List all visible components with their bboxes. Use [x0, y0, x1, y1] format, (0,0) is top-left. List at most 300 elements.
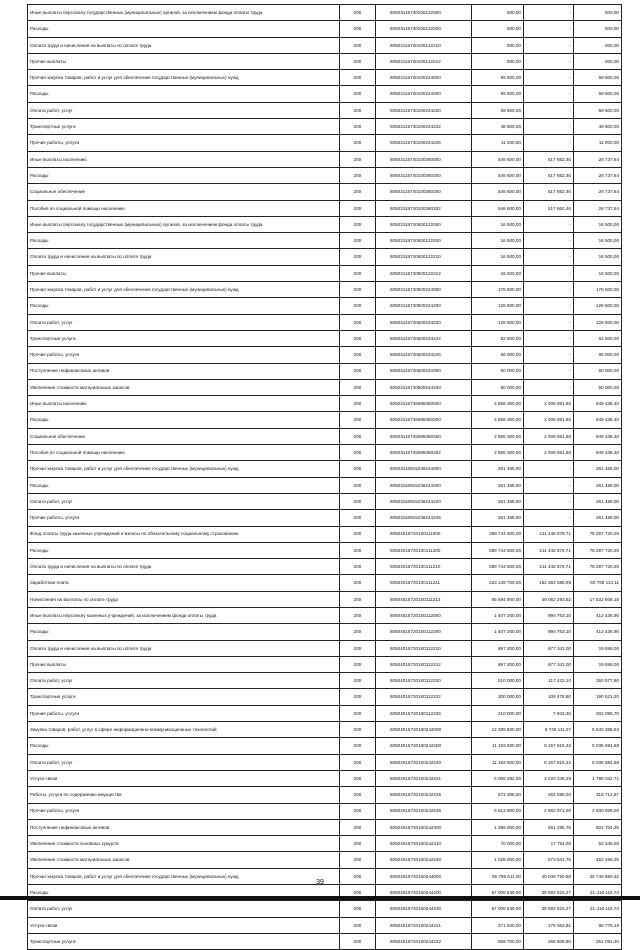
row-approved-cell: 2 858 300,00 — [472, 428, 524, 444]
row-name-cell: Заработная плата — [28, 575, 340, 591]
row-remaining-cell: 19 859,00 — [574, 640, 622, 656]
row-remaining-cell: 251 091,20 — [574, 933, 622, 949]
row-approved-cell: 66 594 900,00 — [472, 591, 524, 607]
row-name-cell: Расходы — [28, 412, 340, 428]
row-remaining-cell: 1 786 042,71 — [574, 770, 622, 786]
row-remaining-cell: 17 532 606,18 — [574, 591, 622, 607]
row-code-cell: 200 — [340, 917, 376, 933]
table-row — [28, 151, 622, 167]
table-row — [28, 5, 622, 21]
table-row — [28, 477, 622, 493]
row-executed-cell: - — [524, 53, 574, 69]
row-remaining-cell: 16 500,00 — [574, 216, 622, 232]
row-approved-cell: 289 744 600,00 — [472, 542, 524, 558]
row-name-cell: Увеличение стоимости материальных запасов — [28, 852, 340, 868]
row-kbk-cell: 60504015720100244220 — [376, 901, 472, 917]
row-kbk-cell: 60503115740100244200 — [376, 86, 472, 102]
row-remaining-cell: 392 577,90 — [574, 673, 622, 689]
table-row — [28, 933, 622, 949]
row-name-cell: Социальное обеспечение — [28, 428, 340, 444]
row-approved-cell: 70 000,00 — [472, 836, 524, 852]
table-row — [28, 705, 622, 721]
row-name-cell: Прочие работы, услуги — [28, 135, 340, 151]
row-code-cell: 200 — [340, 738, 376, 754]
row-remaining-cell: 16 500,00 — [574, 233, 622, 249]
row-remaining-cell: 62 500,00 — [574, 330, 622, 346]
row-name-cell: Прочие работы, услуги — [28, 347, 340, 363]
row-approved-cell: 1 407 200,00 — [472, 607, 524, 623]
row-executed-cell: - — [524, 477, 574, 493]
row-remaining-cell: 412 436,90 — [574, 607, 622, 623]
row-remaining-cell: 261 465,00 — [574, 461, 622, 477]
row-code-cell: 200 — [340, 37, 376, 53]
row-approved-cell: 2 858 300,00 — [472, 412, 524, 428]
row-name-cell: Расходы — [28, 298, 340, 314]
row-name-cell: Расходы — [28, 542, 340, 558]
row-name-cell: Оплата работ, услуг — [28, 754, 340, 770]
row-executed-cell: 994 763,10 — [524, 607, 574, 623]
table-row — [28, 216, 622, 232]
row-executed-cell: 176 063,81 — [524, 917, 574, 933]
row-kbk-cell: 60504015720100242221 — [376, 770, 472, 786]
row-code-cell: 200 — [340, 836, 376, 852]
table-row — [28, 624, 622, 640]
row-kbk-cell: 60503115740500122000 — [376, 216, 472, 232]
row-code-cell: 200 — [340, 803, 376, 819]
row-code-cell: 200 — [340, 770, 376, 786]
row-name-cell: Расходы — [28, 233, 340, 249]
row-approved-cell: 500,00 — [472, 37, 524, 53]
row-kbk-cell: 60503115740500244226 — [376, 347, 472, 363]
row-code-cell: 200 — [340, 591, 376, 607]
row-kbk-cell: 60503115740100360262 — [376, 200, 472, 216]
row-kbk-cell: 60504015720100112222 — [376, 689, 472, 705]
row-executed-cell: 211 446 879,71 — [524, 526, 574, 542]
row-remaining-cell: 261 465,00 — [574, 510, 622, 526]
row-name-cell: Пособия по социальной помощи населению — [28, 200, 340, 216]
row-executed-cell: 591 295,75 — [524, 819, 574, 835]
table-row — [28, 510, 622, 526]
page-number: 39 — [316, 879, 324, 886]
row-remaining-cell: 178 500,00 — [574, 282, 622, 298]
row-remaining-cell: 95 776,19 — [574, 917, 622, 933]
table-row — [28, 738, 622, 754]
row-kbk-cell: 60503115740500122210 — [376, 249, 472, 265]
row-approved-cell: 500,00 — [472, 21, 524, 37]
row-code-cell: 200 — [340, 184, 376, 200]
row-code-cell: 200 — [340, 493, 376, 509]
row-remaining-cell: 849 438,40 — [574, 412, 622, 428]
row-code-cell: 200 — [340, 526, 376, 542]
row-name-cell: Расходы — [28, 21, 340, 37]
row-code-cell: 200 — [340, 607, 376, 623]
row-remaining-cell: 78 297 720,29 — [574, 526, 622, 542]
row-approved-cell: 573 308,00 — [472, 787, 524, 803]
row-name-cell: Расходы — [28, 738, 340, 754]
row-kbk-cell: 60504015720100112212 — [376, 656, 472, 672]
table-row — [28, 607, 622, 623]
row-executed-cell: 6 749 111,07 — [524, 722, 574, 738]
row-name-cell: Оплата работ, услуг — [28, 493, 340, 509]
row-executed-cell: 109 478,80 — [524, 689, 574, 705]
row-name-cell: Оплата труда и начисления на выплаты по оплате труда — [28, 640, 340, 656]
row-kbk-cell: 60503115740100122000 — [376, 5, 472, 21]
row-name-cell: Иные выплаты населению — [28, 396, 340, 412]
row-approved-cell: 1 026 000,00 — [472, 852, 524, 868]
row-approved-cell: 11 193 500,00 — [472, 754, 524, 770]
row-remaining-cell: 202 056,70 — [574, 705, 622, 721]
table-row — [28, 53, 622, 69]
row-name-cell: Прочая закупка товаров, работ и услуг для обеспечения государственных (муниципальных) нужд — [28, 461, 340, 477]
row-name-cell: Транспортные услуги — [28, 689, 340, 705]
row-approved-cell: 50 000,00 — [472, 363, 524, 379]
row-executed-cell: 877 341,00 — [524, 656, 574, 672]
row-executed-cell: - — [524, 282, 574, 298]
row-approved-cell: 5 006 292,00 — [472, 770, 524, 786]
table-row — [28, 167, 622, 183]
table-row — [28, 363, 622, 379]
row-executed-cell: - — [524, 461, 574, 477]
row-executed-cell: - — [524, 216, 574, 232]
row-kbk-cell: 60504015720100111000 — [376, 526, 472, 542]
row-name-cell: Транспортные услуги — [28, 119, 340, 135]
row-approved-cell: 178 500,00 — [472, 282, 524, 298]
row-remaining-cell: 50 000,00 — [574, 379, 622, 395]
row-kbk-cell: 60503115740100244220 — [376, 102, 472, 118]
row-approved-cell: 5 613 900,00 — [472, 803, 524, 819]
row-approved-cell: 261 465,00 — [472, 510, 524, 526]
row-remaining-cell: 11 000,00 — [574, 135, 622, 151]
row-approved-cell: 50 000,00 — [472, 379, 524, 395]
row-kbk-cell: 60503115740100360000 — [376, 151, 472, 167]
row-remaining-cell: 500,00 — [574, 53, 622, 69]
row-approved-cell: 59 500,00 — [472, 86, 524, 102]
row-name-cell: Оплата труда и начисления на выплаты по оплате труда — [28, 37, 340, 53]
row-code-cell: 200 — [340, 689, 376, 705]
row-code-cell: 200 — [340, 102, 376, 118]
row-remaining-cell: 412 436,90 — [574, 624, 622, 640]
row-executed-cell: 162 384 585,89 — [524, 575, 574, 591]
row-executed-cell: - — [524, 135, 574, 151]
table-row — [28, 526, 622, 542]
table-row — [28, 575, 622, 591]
row-approved-cell: 1 407 200,00 — [472, 624, 524, 640]
row-kbk-cell: 60503115740500244000 — [376, 282, 472, 298]
row-remaining-cell: 59 500,00 — [574, 102, 622, 118]
row-executed-cell: 517 862,46 — [524, 200, 574, 216]
row-code-cell: 200 — [340, 722, 376, 738]
table-row — [28, 640, 622, 656]
row-kbk-cell: 60503115740500244200 — [376, 298, 472, 314]
table-row — [28, 102, 622, 118]
row-code-cell: 200 — [340, 70, 376, 86]
budget-table-sheet — [27, 4, 621, 950]
table-row — [28, 86, 622, 102]
row-approved-cell: 59 500,00 — [472, 70, 524, 86]
table-row — [28, 901, 622, 917]
table-row — [28, 461, 622, 477]
row-name-cell: Поступление нефинансовых активов — [28, 819, 340, 835]
row-code-cell: 200 — [340, 673, 376, 689]
row-executed-cell: 2 008 861,60 — [524, 428, 574, 444]
row-executed-cell: 517 862,46 — [524, 167, 574, 183]
row-kbk-cell: 60503115740500244222 — [376, 330, 472, 346]
row-name-cell: Расходы — [28, 624, 340, 640]
row-code-cell: 200 — [340, 477, 376, 493]
row-executed-cell: 2 008 861,60 — [524, 396, 574, 412]
row-executed-cell: - — [524, 314, 574, 330]
row-kbk-cell: 60503116915236244220 — [376, 493, 472, 509]
row-executed-cell: 3 220 249,29 — [524, 770, 574, 786]
row-executed-cell: - — [524, 233, 574, 249]
table-row — [28, 656, 622, 672]
row-code-cell: 200 — [340, 559, 376, 575]
table-row — [28, 673, 622, 689]
row-kbk-cell: 60503115740100122200 — [376, 21, 472, 37]
budget-execution-table — [27, 4, 622, 950]
row-kbk-cell: 60504015720100112200 — [376, 624, 472, 640]
row-executed-cell: 6 157 815,32 — [524, 738, 574, 754]
row-code-cell: 200 — [340, 656, 376, 672]
row-code-cell: 200 — [340, 624, 376, 640]
table-row — [28, 803, 622, 819]
row-remaining-cell: 504 704,25 — [574, 819, 622, 835]
row-approved-cell: 1 096 000,00 — [472, 819, 524, 835]
row-code-cell: 200 — [340, 363, 376, 379]
row-name-cell: Фонд оплаты труда казенных учреждений и взносы по обязательному социальному страхованию — [28, 526, 340, 542]
row-remaining-cell: 19 859,00 — [574, 656, 622, 672]
row-code-cell: 200 — [340, 575, 376, 591]
row-code-cell: 200 — [340, 216, 376, 232]
table-row — [28, 314, 622, 330]
row-remaining-cell: 28 737,54 — [574, 184, 622, 200]
row-kbk-cell: 60503115740500244340 — [376, 379, 472, 395]
row-approved-cell: 210 000,00 — [472, 705, 524, 721]
row-approved-cell: 500,00 — [472, 53, 524, 69]
row-approved-cell: 128 500,00 — [472, 314, 524, 330]
row-code-cell: 200 — [340, 412, 376, 428]
row-approved-cell: 897 200,00 — [472, 656, 524, 672]
table-row — [28, 722, 622, 738]
row-code-cell: 200 — [340, 86, 376, 102]
table-row — [28, 200, 622, 216]
row-kbk-cell: 60504015720100112000 — [376, 607, 472, 623]
table-row — [28, 21, 622, 37]
row-code-cell: 200 — [340, 200, 376, 216]
row-code-cell: 200 — [340, 901, 376, 917]
row-approved-cell: 2 858 300,00 — [472, 445, 524, 461]
table-row — [28, 412, 622, 428]
row-approved-cell: 59 500,00 — [472, 102, 524, 118]
row-kbk-cell: 60503115740100244000 — [376, 70, 472, 86]
row-code-cell: 200 — [340, 135, 376, 151]
row-kbk-cell: 60503115740100360200 — [376, 167, 472, 183]
row-executed-cell: - — [524, 102, 574, 118]
row-approved-cell: 66 000,00 — [472, 347, 524, 363]
row-remaining-cell: 21 416 115,73 — [574, 901, 622, 917]
row-kbk-cell: 60504015720100242340 — [376, 852, 472, 868]
row-remaining-cell: 50 000,00 — [574, 363, 622, 379]
row-executed-cell: - — [524, 379, 574, 395]
row-approved-cell: 510 000,00 — [472, 673, 524, 689]
row-approved-cell: 48 500,00 — [472, 119, 524, 135]
row-kbk-cell: 60504015720100111200 — [376, 542, 472, 558]
row-remaining-cell: 16 500,00 — [574, 265, 622, 281]
table-row — [28, 330, 622, 346]
row-approved-cell: 12 289 500,00 — [472, 722, 524, 738]
row-kbk-cell: 60504015720100242000 — [376, 722, 472, 738]
row-remaining-cell: 452 458,25 — [574, 852, 622, 868]
row-approved-cell: 223 149 700,00 — [472, 575, 524, 591]
row-name-cell: Услуги связи — [28, 917, 340, 933]
table-row — [28, 445, 622, 461]
row-kbk-cell: 60503115740100122210 — [376, 37, 472, 53]
row-executed-cell: - — [524, 298, 574, 314]
row-approved-cell: 16 500,00 — [472, 249, 524, 265]
table-row — [28, 347, 622, 363]
row-executed-cell: 35 592 523,27 — [524, 885, 574, 901]
row-name-cell: Прочие работы, услуги — [28, 705, 340, 721]
row-remaining-cell: 128 500,00 — [574, 314, 622, 330]
table-row — [28, 379, 622, 395]
row-approved-cell: 11 193 500,00 — [472, 738, 524, 754]
table-row — [28, 770, 622, 786]
row-code-cell: 200 — [340, 705, 376, 721]
row-executed-cell: 2 682 971,00 — [524, 803, 574, 819]
row-approved-cell: 11 000,00 — [472, 135, 524, 151]
row-approved-cell: 289 744 600,00 — [472, 526, 524, 542]
row-remaining-cell: 128 500,00 — [574, 298, 622, 314]
row-remaining-cell: 849 438,40 — [574, 445, 622, 461]
row-name-cell: Социальное обеспечение — [28, 184, 340, 200]
row-name-cell: Начисления на выплаты по оплате труда — [28, 591, 340, 607]
table-row — [28, 754, 622, 770]
row-executed-cell: - — [524, 493, 574, 509]
row-code-cell: 200 — [340, 852, 376, 868]
row-remaining-cell: 500,00 — [574, 5, 622, 21]
row-executed-cell: - — [524, 5, 574, 21]
row-kbk-cell: 60503115740100244226 — [376, 135, 472, 151]
row-kbk-cell: 60503115740100122212 — [376, 53, 472, 69]
row-kbk-cell: 60503115740500122212 — [376, 265, 472, 281]
row-approved-cell: 261 465,00 — [472, 477, 524, 493]
row-code-cell: 200 — [340, 233, 376, 249]
row-code-cell: 200 — [340, 461, 376, 477]
row-approved-cell: 2 858 300,00 — [472, 396, 524, 412]
row-kbk-cell: 60504015720100244221 — [376, 917, 472, 933]
table-row — [28, 135, 622, 151]
table-row — [28, 282, 622, 298]
row-remaining-cell: 16 500,00 — [574, 249, 622, 265]
row-executed-cell: 35 592 523,27 — [524, 901, 574, 917]
row-executed-cell: 7 943,30 — [524, 705, 574, 721]
row-approved-cell: 559 700,00 — [472, 933, 524, 949]
row-code-cell: 200 — [340, 445, 376, 461]
row-name-cell: Прочая закупка товаров, работ и услуг для обеспечения государственных (муниципальных) нужд — [28, 868, 340, 884]
row-executed-cell: 17 754,00 — [524, 836, 574, 852]
row-name-cell: Расходы — [28, 477, 340, 493]
table-row — [28, 689, 622, 705]
row-kbk-cell: 60504015720100111213 — [376, 591, 472, 607]
row-approved-cell: 546 600,00 — [472, 200, 524, 216]
row-executed-cell: - — [524, 21, 574, 37]
row-kbk-cell: 60503115745086360200 — [376, 412, 472, 428]
row-name-cell: Оплата работ, услуг — [28, 314, 340, 330]
row-executed-cell: - — [524, 86, 574, 102]
row-name-cell: Оплата работ, услуг — [28, 901, 340, 917]
row-code-cell: 200 — [340, 542, 376, 558]
row-approved-cell: 546 600,00 — [472, 151, 524, 167]
row-code-cell: 200 — [340, 53, 376, 69]
table-row — [28, 249, 622, 265]
row-kbk-cell: 60504015720100112210 — [376, 640, 472, 656]
row-remaining-cell: 78 297 720,29 — [574, 559, 622, 575]
row-approved-cell: 57 008 639,00 — [472, 901, 524, 917]
row-remaining-cell: 261 465,00 — [574, 477, 622, 493]
row-kbk-cell: 60504015720100242226 — [376, 803, 472, 819]
row-approved-cell: 546 600,00 — [472, 167, 524, 183]
row-executed-cell: 994 763,10 — [524, 624, 574, 640]
table-row — [28, 396, 622, 412]
row-name-cell: Транспортные услуги — [28, 933, 340, 949]
row-name-cell: Иные выплаты населению — [28, 151, 340, 167]
row-kbk-cell: 60503115745086360260 — [376, 428, 472, 444]
table-row — [28, 493, 622, 509]
row-code-cell: 200 — [340, 21, 376, 37]
row-code-cell: 200 — [340, 151, 376, 167]
row-code-cell: 200 — [340, 640, 376, 656]
scan-bottom-edge — [0, 896, 640, 900]
row-executed-cell: 254 595,03 — [524, 787, 574, 803]
row-name-cell: Работы, услуги по содержанию имущества — [28, 787, 340, 803]
table-row — [28, 542, 622, 558]
row-remaining-cell: 500,00 — [574, 21, 622, 37]
table-row — [28, 298, 622, 314]
row-kbk-cell: 60504015720100244000 — [376, 868, 472, 884]
row-approved-cell: 289 744 600,00 — [472, 559, 524, 575]
row-code-cell: 200 — [340, 754, 376, 770]
row-kbk-cell: 60503116915236244000 — [376, 461, 472, 477]
row-name-cell: Поступление нефинансовых активов — [28, 363, 340, 379]
row-name-cell: Оплата труда и начисления на выплаты по оплате труда — [28, 559, 340, 575]
row-code-cell: 200 — [340, 885, 376, 901]
row-name-cell: Расходы — [28, 167, 340, 183]
row-code-cell: 200 — [340, 510, 376, 526]
row-code-cell: 200 — [340, 249, 376, 265]
row-kbk-cell: 60504015720100112226 — [376, 705, 472, 721]
row-name-cell: Прочие выплаты — [28, 53, 340, 69]
row-remaining-cell: 5 540 388,93 — [574, 722, 622, 738]
table-row — [28, 428, 622, 444]
row-code-cell: 200 — [340, 119, 376, 135]
row-approved-cell: 300 000,00 — [472, 689, 524, 705]
row-kbk-cell: 60504015720100242300 — [376, 819, 472, 835]
row-name-cell: Оплата работ, услуг — [28, 673, 340, 689]
table-row — [28, 559, 622, 575]
row-executed-cell: 117 422,10 — [524, 673, 574, 689]
row-executed-cell: - — [524, 249, 574, 265]
row-kbk-cell: 60504015720100242225 — [376, 787, 472, 803]
row-remaining-cell: 849 438,40 — [574, 428, 622, 444]
table-row — [28, 787, 622, 803]
row-executed-cell: 49 062 293,82 — [524, 591, 574, 607]
row-kbk-cell: 60503116915236244226 — [376, 510, 472, 526]
row-remaining-cell: 28 737,54 — [574, 167, 622, 183]
row-executed-cell: - — [524, 37, 574, 53]
row-name-cell: Оплата работ, услуг — [28, 102, 340, 118]
row-approved-cell: 500,00 — [472, 5, 524, 21]
row-kbk-cell: 60503115745086360262 — [376, 445, 472, 461]
